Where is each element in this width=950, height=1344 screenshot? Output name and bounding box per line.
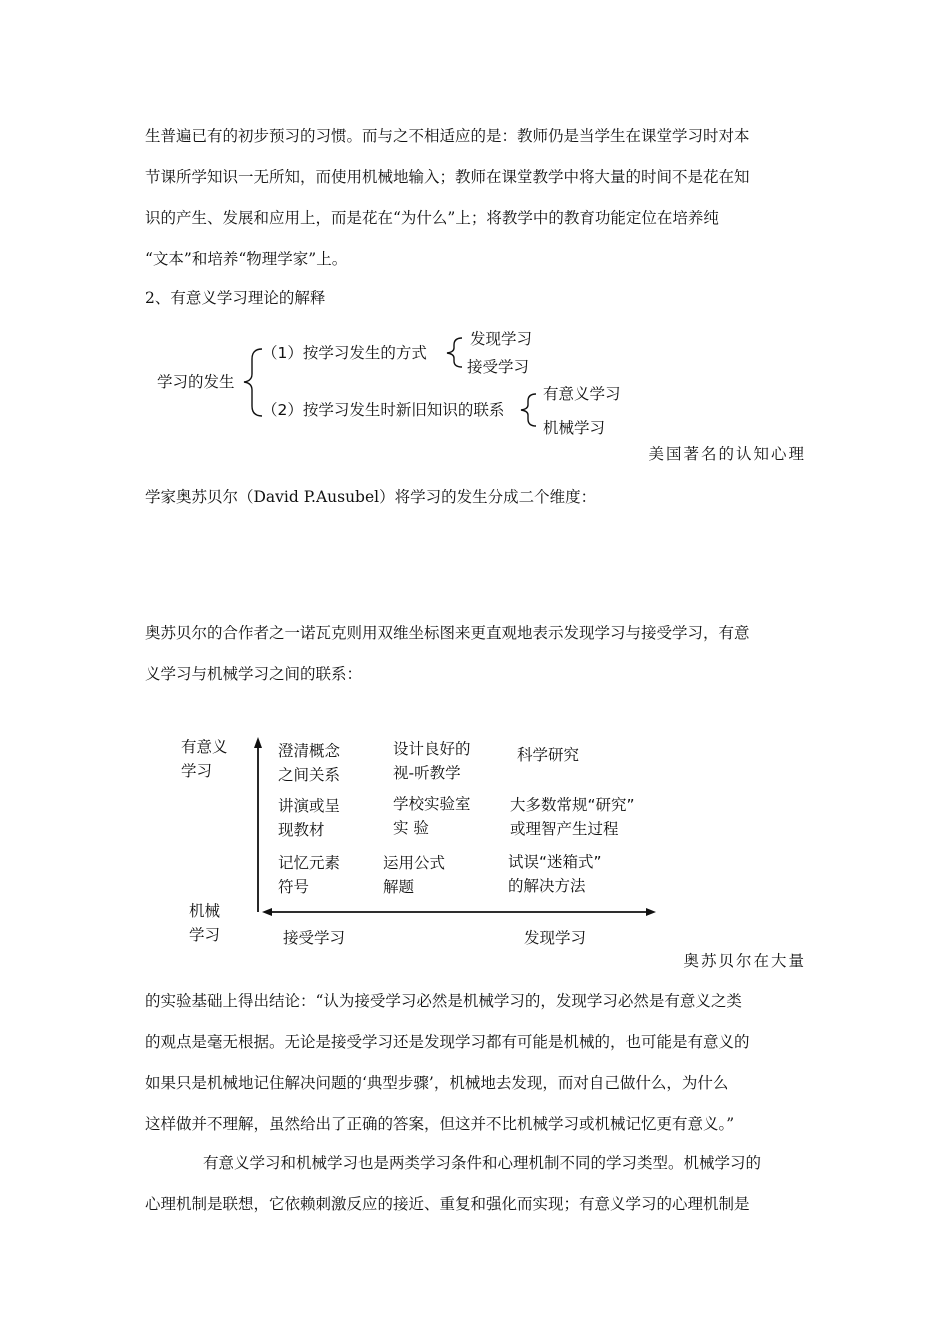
y-axis-arrow	[254, 737, 262, 748]
grid-cell: 学校实验室 实 验	[393, 795, 471, 837]
paragraph-line: 有意义学习和机械学习也是两类学习条件和心理机制不同的学习类型。机械学习的	[203, 1154, 762, 1172]
paragraph-line-right: 美国著名的认知心理	[648, 445, 806, 463]
grid-cell: 试误“迷箱式” 的解决方法	[508, 853, 602, 895]
paragraph-line: 这样做并不理解，虽然给出了正确的答案，但这并不比机械学习或机械记忆更有意义。”	[145, 1115, 735, 1133]
paragraph-line: 学家奥苏贝尔（David P.Ausubel）将学习的发生分成二个维度：	[145, 488, 597, 506]
diagram-branch2-leaf1: 有意义学习	[543, 385, 621, 403]
paragraph-line: 奥苏贝尔的合作者之一诺瓦克则用双维坐标图来更直观地表示发现学习与接受学习，有意	[145, 624, 750, 642]
diagram-branch1-label: （1）按学习发生的方式	[262, 344, 427, 362]
paragraph-line: 生普遍已有的初步预习的习惯。而与之不相适应的是：教师仍是当学生在课堂学习时对本	[145, 127, 750, 145]
section-heading: 2、有意义学习理论的解释	[145, 289, 326, 307]
grid-cell: 大多数常规“研究” 或理智产生过程	[510, 796, 635, 838]
y-axis-bottom-label: 机械 学习	[189, 902, 221, 944]
paragraph-line: 的观点是毫无根据。无论是接受学习还是发现学习都有可能是机械的，也可能是有意义的	[145, 1033, 750, 1051]
grid-cell: 设计良好的 视-听教学	[393, 740, 471, 782]
grid-cell: 讲演或呈 现教材	[278, 797, 341, 839]
diagram-branch2-label: （2）按学习发生时新旧知识的联系	[262, 401, 505, 419]
diagram-root-label: 学习的发生	[157, 373, 235, 391]
grid-cell: 运用公式 解题	[383, 854, 446, 896]
diagram-branch1-leaf1: 发现学习	[470, 330, 533, 348]
paragraph-line-right: 奥苏贝尔在大量	[683, 952, 806, 970]
diagram-branch2-leaf2: 机械学习	[543, 419, 606, 437]
grid-cell: 记忆元素 符号	[278, 854, 341, 896]
paragraph-line: 心理机制是联想，它依赖刺激反应的接近、重复和强化而实现；有意义学习的心理机制是	[145, 1195, 750, 1213]
paragraph-line: 识的产生、发展和应用上，而是花在“为什么”上；将教学中的教育功能定位在培养纯	[145, 209, 719, 227]
diagram-branch1-leaf2: 接受学习	[467, 358, 530, 376]
x-axis-arrow-left	[262, 908, 272, 916]
x-axis-arrow-right	[646, 908, 656, 916]
y-axis-top-label: 有意义 学习	[181, 738, 228, 780]
paragraph-line: 如果只是机械地记住解决问题的‘典型步骤’，机械地去发现，而对自己做什么，为什么	[145, 1074, 729, 1092]
x-axis-right-label: 发现学习	[524, 929, 587, 947]
paragraph-line: 节课所学知识一无所知，而使用机械地输入；教师在课堂教学中将大量的时间不是花在知	[145, 168, 750, 186]
paragraph-line: “文本”和培养“物理学家”上。	[145, 250, 348, 268]
paragraph-line: 义学习与机械学习之间的联系：	[145, 665, 363, 683]
paragraph-line: 的实验基础上得出结论：“认为接受学习必然是机械学习的，发现学习必然是有意义之类	[145, 992, 742, 1010]
grid-cell: 澄清概念 之间关系	[278, 742, 341, 784]
x-axis-left-label: 接受学习	[283, 929, 346, 947]
grid-cell: 科学研究	[517, 746, 580, 764]
